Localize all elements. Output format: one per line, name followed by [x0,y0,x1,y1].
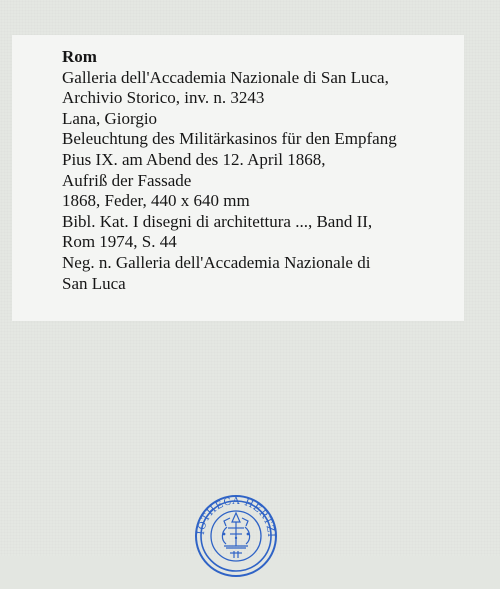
library-stamp-icon [188,488,284,584]
catalog-entry [62,47,462,294]
entry-date-medium-size: 1868, Feder, 440 x 640 mm [62,191,250,211]
entry-bibliography-line-2: Rom 1974, S. 44 [62,232,177,252]
entry-collection-line-2: Archivio Storico, inv. n. 3243 [62,88,265,108]
entry-negative-line-1: Neg. n. Galleria dell'Accademia Nazionale di [62,252,371,272]
entry-bibliography-line-1: Bibl. Kat. I disegni di architettura ..., Band II, [62,211,373,231]
entry-title-line-2: Pius IX. am Abend des 12. April 1868, [62,149,326,169]
entry-title-line-1: Beleuchtung des Militärkasinos für den Empfang [62,129,397,149]
entry-negative-line-2: San Luca [62,273,126,293]
entry-title-line-3: Aufriß der Fassade [62,170,192,190]
stamp-text: IOTHECA HERTZI [195,495,277,538]
entry-collection-line-1: Galleria dell'Accademia Nazionale di San Luca, [62,67,389,87]
entry-artist: Lana, Giorgio [62,108,158,128]
entry-city: Rom [62,47,97,66]
library-stamp [188,488,284,584]
